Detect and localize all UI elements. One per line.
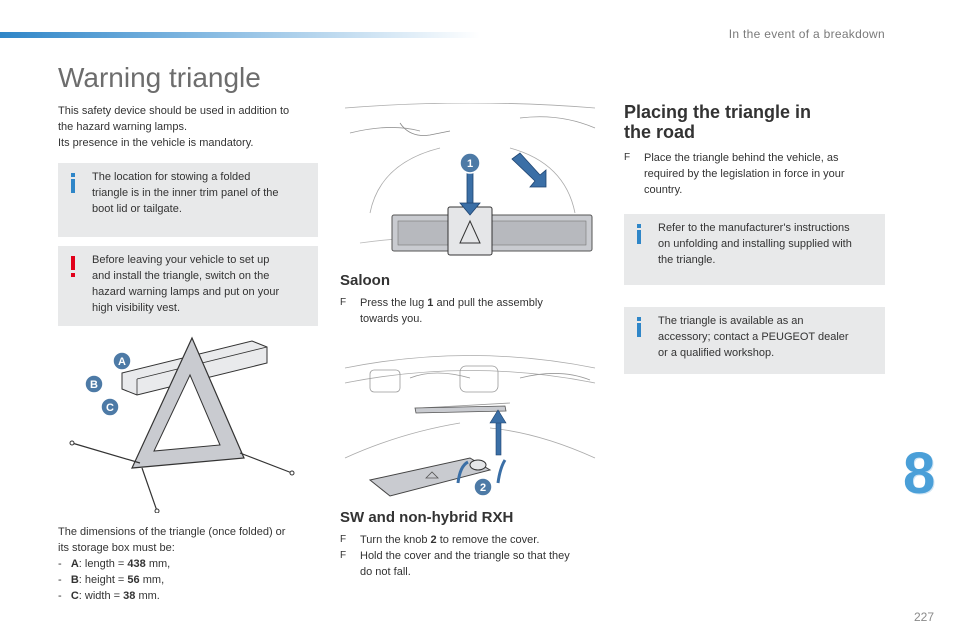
saloon-bullet: F Press the lug 1 and pull the assembly towards you. xyxy=(340,297,543,325)
dimension-a-letter: A xyxy=(70,558,79,570)
saloon-figure xyxy=(340,103,602,263)
info-box-accessory xyxy=(624,307,885,374)
sw-label-2: 2 xyxy=(479,482,487,494)
warning-line-1: Before leaving your vehicle to set up xyxy=(92,254,270,266)
dimension-c-row: - C: width = 38 mm. xyxy=(58,590,160,602)
label-c: C xyxy=(106,402,114,414)
chapter-number: 8 xyxy=(903,441,936,506)
info-box-location xyxy=(58,163,318,237)
intro-line-2: the hazard warning lamps. xyxy=(58,121,188,133)
page-title: Warning triangle xyxy=(58,62,261,93)
dimension-b-value: 56 xyxy=(127,574,140,586)
info-instructions-line-1: Refer to the manufacturer's instructions xyxy=(658,222,850,234)
info-icon xyxy=(637,230,641,244)
info-icon xyxy=(71,179,75,193)
info-location-line-3: boot lid or tailgate. xyxy=(92,203,182,215)
sw-bullet-1: F Turn the knob 2 to remove the cover. xyxy=(340,534,540,546)
info-accessory-line-1: The triangle is available as an xyxy=(658,315,804,327)
dimension-c-value: 38 xyxy=(123,590,136,602)
sw-figure xyxy=(340,338,602,503)
warning-box xyxy=(58,246,318,326)
sw-heading: SW and non-hybrid RXH xyxy=(340,509,514,526)
info-accessory-line-2: accessory; contact a PEUGEOT dealer xyxy=(658,331,849,343)
info-accessory-line-3: or a qualified workshop. xyxy=(658,347,775,359)
intro-line-3: Its presence in the vehicle is mandatory. xyxy=(58,137,254,149)
info-instructions-line-2: on unfolding and installing supplied with xyxy=(658,238,852,250)
dimensions-line-2: its storage box must be: xyxy=(58,542,175,554)
warning-line-4: high visibility vest. xyxy=(92,302,181,314)
dimension-b-letter: B xyxy=(70,574,79,586)
dimensions-line-1: The dimensions of the triangle (once folded) or xyxy=(58,526,286,538)
dimension-c-letter: C xyxy=(70,590,79,602)
placing-heading: Placing the triangle in the road xyxy=(624,102,812,142)
page-number: 227 xyxy=(914,610,935,624)
dimension-a-row: - A: length = 438 mm, xyxy=(58,558,171,570)
triangle-figure xyxy=(62,333,312,513)
label-a: A xyxy=(118,356,126,368)
dimension-b-row: - B: height = 56 mm, xyxy=(58,574,165,586)
label-b: B xyxy=(90,379,98,391)
placing-bullet: F Place the triangle behind the vehicle, as required by the legislation in force in your country. xyxy=(624,152,845,196)
header-accent-bar xyxy=(0,32,480,38)
warning-line-3: hazard warning lamps and put on your xyxy=(92,286,280,298)
info-box-instructions xyxy=(624,214,885,285)
warning-line-2: and install the triangle, switch on the xyxy=(92,270,270,282)
intro-line-1: This safety device should be used in addition to xyxy=(58,105,290,117)
info-location-line-2: triangle is in the inner trim panel of the xyxy=(92,187,279,199)
section-label: In the event of a breakdown xyxy=(728,27,885,41)
info-instructions-line-3: the triangle. xyxy=(658,254,716,266)
info-icon xyxy=(637,323,641,337)
warning-icon xyxy=(71,256,75,270)
saloon-heading: Saloon xyxy=(340,272,391,289)
dimension-a-value: 438 xyxy=(127,558,146,570)
saloon-label-1: 1 xyxy=(466,158,474,170)
sw-bullet-2: F Hold the cover and the triangle so that they do not fall. xyxy=(340,550,570,578)
info-location-line-1: The location for stowing a folded xyxy=(92,171,251,183)
